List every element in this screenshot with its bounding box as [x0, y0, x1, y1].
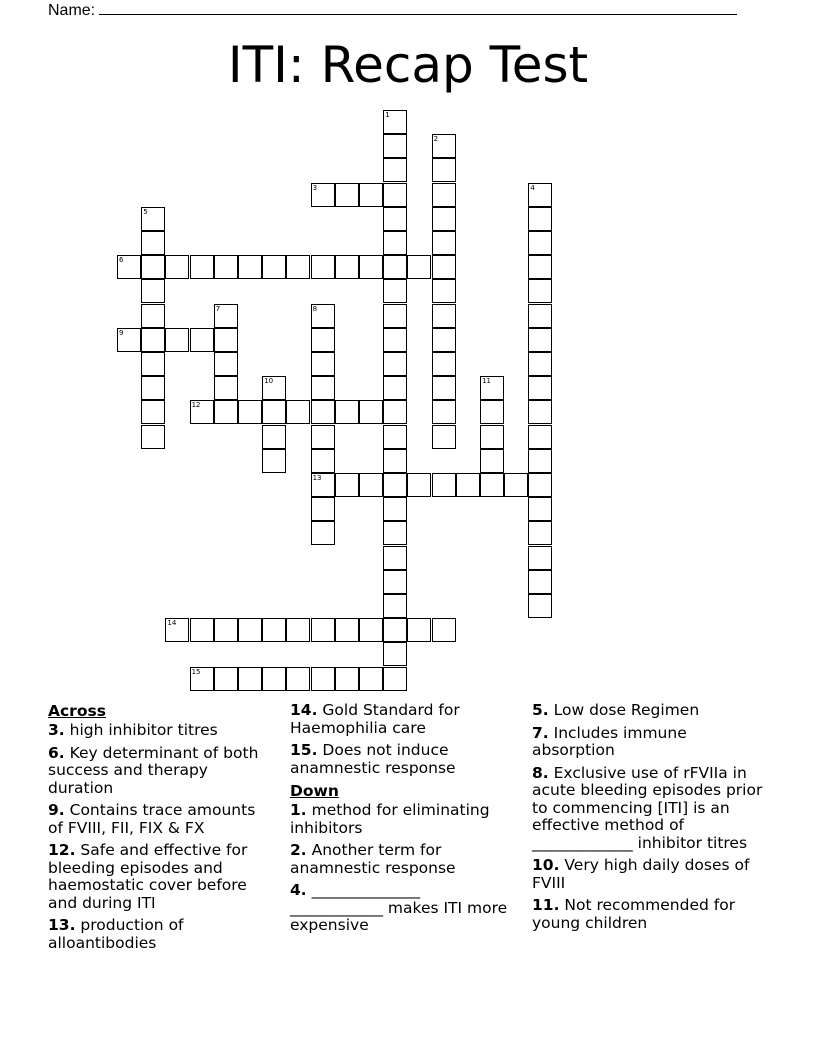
- crossword-cell[interactable]: [407, 618, 431, 642]
- crossword-cell[interactable]: [165, 618, 189, 642]
- crossword-cell[interactable]: [528, 207, 552, 231]
- crossword-cell[interactable]: [311, 521, 335, 545]
- crossword-cell[interactable]: [262, 425, 286, 449]
- clue-down-8: 8. Exclusive use of rFVIIa in acute bleeding episodes prior to commencing [ITI] is an effective method of _____________ inhibitor titres: [532, 763, 763, 852]
- crossword-cell[interactable]: [335, 667, 359, 691]
- crossword-cell[interactable]: [311, 425, 335, 449]
- cell-number: 3: [312, 183, 318, 192]
- crossword-cell[interactable]: [383, 425, 407, 449]
- crossword-cell[interactable]: [456, 473, 480, 497]
- crossword-cell[interactable]: [432, 618, 456, 642]
- cell-number: 12: [191, 401, 201, 410]
- cell-number: 14: [167, 619, 177, 628]
- crossword-cell[interactable]: [432, 352, 456, 376]
- crossword-cell[interactable]: [528, 497, 552, 521]
- crossword-cell[interactable]: [117, 255, 141, 279]
- crossword-cell[interactable]: [359, 667, 383, 691]
- crossword-cell[interactable]: [359, 183, 383, 207]
- crossword-cell[interactable]: [528, 473, 552, 497]
- crossword-cell[interactable]: [141, 328, 165, 352]
- crossword-cell[interactable]: [335, 618, 359, 642]
- clues-column-3: [532, 702, 768, 937]
- crossword-cell[interactable]: [286, 255, 310, 279]
- crossword-cell[interactable]: [335, 473, 359, 497]
- crossword-cell[interactable]: [528, 255, 552, 279]
- crossword-cell[interactable]: [262, 400, 286, 424]
- crossword-cell[interactable]: [383, 473, 407, 497]
- clues-column-1: [48, 702, 268, 957]
- crossword-cell[interactable]: [214, 376, 238, 400]
- crossword-cell[interactable]: [383, 642, 407, 666]
- crossword-cell[interactable]: [311, 376, 335, 400]
- crossword-cell[interactable]: [432, 158, 456, 182]
- crossword-cell[interactable]: [335, 400, 359, 424]
- clue-down-4: 4. ______________ ____________ makes ITI more expensive: [290, 881, 508, 934]
- cell-number: 2: [433, 135, 439, 144]
- crossword-cell[interactable]: [262, 618, 286, 642]
- crossword-cell[interactable]: [528, 183, 552, 207]
- crossword-cell[interactable]: [432, 207, 456, 231]
- clue-down-7: 7. Includes immune absorption: [532, 723, 687, 759]
- cell-number: 9: [119, 328, 124, 337]
- crossword-cell[interactable]: [214, 667, 238, 691]
- down-heading: Down: [290, 782, 339, 800]
- crossword-cell[interactable]: [262, 667, 286, 691]
- crossword-cell[interactable]: [214, 328, 238, 352]
- crossword-cell[interactable]: [190, 328, 214, 352]
- crossword-cell[interactable]: [528, 400, 552, 424]
- crossword-cell[interactable]: [432, 376, 456, 400]
- crossword-cell[interactable]: [214, 400, 238, 424]
- cell-number: 6: [119, 256, 124, 265]
- crossword-cell[interactable]: [214, 304, 238, 328]
- crossword-cell[interactable]: [528, 376, 552, 400]
- crossword-cell[interactable]: [383, 594, 407, 618]
- crossword-cell[interactable]: [528, 449, 552, 473]
- crossword-cell[interactable]: [383, 304, 407, 328]
- crossword-cell[interactable]: [383, 376, 407, 400]
- crossword-cell[interactable]: [141, 425, 165, 449]
- crossword-cell[interactable]: [432, 231, 456, 255]
- crossword-cell[interactable]: [141, 279, 165, 303]
- crossword-cell[interactable]: [480, 473, 504, 497]
- crossword-cell[interactable]: [407, 255, 431, 279]
- crossword-cell[interactable]: [383, 497, 407, 521]
- crossword-cell[interactable]: [165, 328, 189, 352]
- crossword-cell[interactable]: [504, 473, 528, 497]
- clue-down-11: 11. Not recommended for young children: [532, 896, 736, 932]
- crossword-cell[interactable]: [383, 134, 407, 158]
- crossword-cell[interactable]: [383, 570, 407, 594]
- crossword-cell[interactable]: [383, 400, 407, 424]
- cell-number: 13: [312, 474, 322, 482]
- crossword-cell[interactable]: [311, 473, 335, 497]
- cell-number: 1: [385, 111, 390, 119]
- crossword-cell[interactable]: [528, 425, 552, 449]
- name-label: Name:: [48, 2, 96, 19]
- clue-down-1: 1. method for eliminating inhibitors: [290, 801, 490, 837]
- crossword-cell[interactable]: [238, 255, 262, 279]
- cell-number: 15: [191, 667, 201, 676]
- crossword-cell[interactable]: [335, 255, 359, 279]
- crossword-cell[interactable]: [262, 376, 286, 400]
- crossword-cell[interactable]: [383, 279, 407, 303]
- crossword-cell[interactable]: [432, 183, 456, 207]
- crossword-cell[interactable]: [311, 497, 335, 521]
- crossword-cell[interactable]: [383, 255, 407, 279]
- crossword-cell[interactable]: [311, 400, 335, 424]
- crossword-cell[interactable]: [141, 231, 165, 255]
- across-heading: Across: [48, 702, 106, 720]
- crossword-cell[interactable]: [311, 352, 335, 376]
- crossword-cell[interactable]: [190, 400, 214, 424]
- crossword-cell[interactable]: [141, 304, 165, 328]
- crossword-cell[interactable]: [432, 473, 456, 497]
- clue-across-12: 12. Safe and effective for bleeding episodes and haemostatic cover before and during ITI: [48, 841, 248, 912]
- clue-down-5: 5. Low dose Regimen: [532, 701, 700, 719]
- crossword-cell[interactable]: [383, 207, 407, 231]
- crossword-cell[interactable]: [311, 255, 335, 279]
- crossword-cell[interactable]: [311, 183, 335, 207]
- crossword-cell[interactable]: [528, 352, 552, 376]
- clues-column-2: [290, 702, 512, 940]
- crossword-cell[interactable]: [359, 473, 383, 497]
- crossword-cell[interactable]: [480, 400, 504, 424]
- crossword-cell[interactable]: [480, 425, 504, 449]
- crossword-cell[interactable]: [141, 255, 165, 279]
- crossword-cell[interactable]: [190, 255, 214, 279]
- clue-across-3: 3. high inhibitor titres: [48, 721, 218, 739]
- crossword-cell[interactable]: [214, 618, 238, 642]
- crossword-cell[interactable]: [528, 328, 552, 352]
- crossword-cell[interactable]: [432, 134, 456, 158]
- crossword-cell[interactable]: [432, 400, 456, 424]
- crossword-cell[interactable]: [383, 183, 407, 207]
- cell-number: 7: [215, 304, 221, 313]
- crossword-cell[interactable]: [407, 473, 431, 497]
- cell-number: 11: [482, 377, 491, 386]
- clue-across-13: 13. production of alloantibodies: [48, 916, 184, 952]
- crossword-cell[interactable]: [238, 618, 262, 642]
- clue-across-14: 14. Gold Standard for Haemophilia care: [290, 701, 460, 737]
- crossword-cell[interactable]: [383, 546, 407, 570]
- clue-across-9: 9. Contains trace amounts of FVIII, FII, FIX & FX: [48, 801, 256, 837]
- crossword-cell[interactable]: [359, 255, 383, 279]
- crossword-cell[interactable]: [528, 279, 552, 303]
- crossword-cell[interactable]: [359, 618, 383, 642]
- clue-down-10: 10. Very high daily doses of FVIII: [532, 856, 750, 892]
- crossword-cell[interactable]: [432, 328, 456, 352]
- crossword-cell[interactable]: [311, 667, 335, 691]
- crossword-cell[interactable]: [383, 449, 407, 473]
- crossword-cell[interactable]: [383, 667, 407, 691]
- crossword-cell[interactable]: [141, 376, 165, 400]
- crossword-cell[interactable]: [480, 376, 504, 400]
- crossword-cell[interactable]: [286, 618, 310, 642]
- crossword-cell[interactable]: [117, 328, 141, 352]
- crossword-cell[interactable]: [190, 667, 214, 691]
- crossword-cell[interactable]: [262, 255, 286, 279]
- crossword-cell[interactable]: [383, 352, 407, 376]
- crossword-cell[interactable]: [190, 618, 214, 642]
- crossword-cell[interactable]: [528, 546, 552, 570]
- crossword-cell[interactable]: [214, 255, 238, 279]
- crossword-cell[interactable]: [383, 231, 407, 255]
- cell-number: 8: [312, 304, 318, 313]
- crossword-cell[interactable]: [383, 618, 407, 642]
- crossword-cell[interactable]: [383, 328, 407, 352]
- crossword-cell[interactable]: [311, 328, 335, 352]
- crossword-cell[interactable]: [528, 521, 552, 545]
- crossword-cell[interactable]: [432, 279, 456, 303]
- crossword-cell[interactable]: [335, 183, 359, 207]
- crossword-cell[interactable]: [165, 255, 189, 279]
- crossword-cell[interactable]: [311, 449, 335, 473]
- crossword-cell[interactable]: [214, 352, 238, 376]
- crossword-cell[interactable]: [432, 304, 456, 328]
- crossword-cell[interactable]: [432, 425, 456, 449]
- crossword-cell[interactable]: [528, 304, 552, 328]
- clue-down-2: 2. Another term for anamnestic response: [290, 841, 456, 877]
- crossword-cell[interactable]: [141, 352, 165, 376]
- page-title: ITI: Recap Test: [227, 36, 589, 94]
- crossword-cell[interactable]: [528, 570, 552, 594]
- crossword-cell[interactable]: [480, 449, 504, 473]
- crossword-cell[interactable]: [383, 521, 407, 545]
- clue-across-15: 15. Does not induce anamnestic response: [290, 741, 456, 777]
- crossword-cell[interactable]: [359, 400, 383, 424]
- crossword-cell[interactable]: [311, 304, 335, 328]
- crossword-cell[interactable]: [286, 400, 310, 424]
- crossword-cell[interactable]: [528, 231, 552, 255]
- crossword-cell[interactable]: [311, 618, 335, 642]
- crossword-cell[interactable]: [432, 255, 456, 279]
- crossword-cell[interactable]: [383, 158, 407, 182]
- crossword-cell[interactable]: [528, 594, 552, 618]
- cell-number: 5: [143, 207, 148, 216]
- crossword-cell[interactable]: [238, 667, 262, 691]
- cell-number: 10: [264, 377, 274, 386]
- crossword-cell[interactable]: [238, 400, 262, 424]
- crossword-cell[interactable]: [383, 110, 407, 134]
- crossword-cell[interactable]: [141, 207, 165, 231]
- cell-number: 4: [530, 183, 535, 192]
- crossword-cell[interactable]: [286, 667, 310, 691]
- clue-across-6: 6. Key determinant of both success and therapy duration: [48, 743, 259, 797]
- crossword-cell[interactable]: [141, 400, 165, 424]
- crossword-cell[interactable]: [262, 449, 286, 473]
